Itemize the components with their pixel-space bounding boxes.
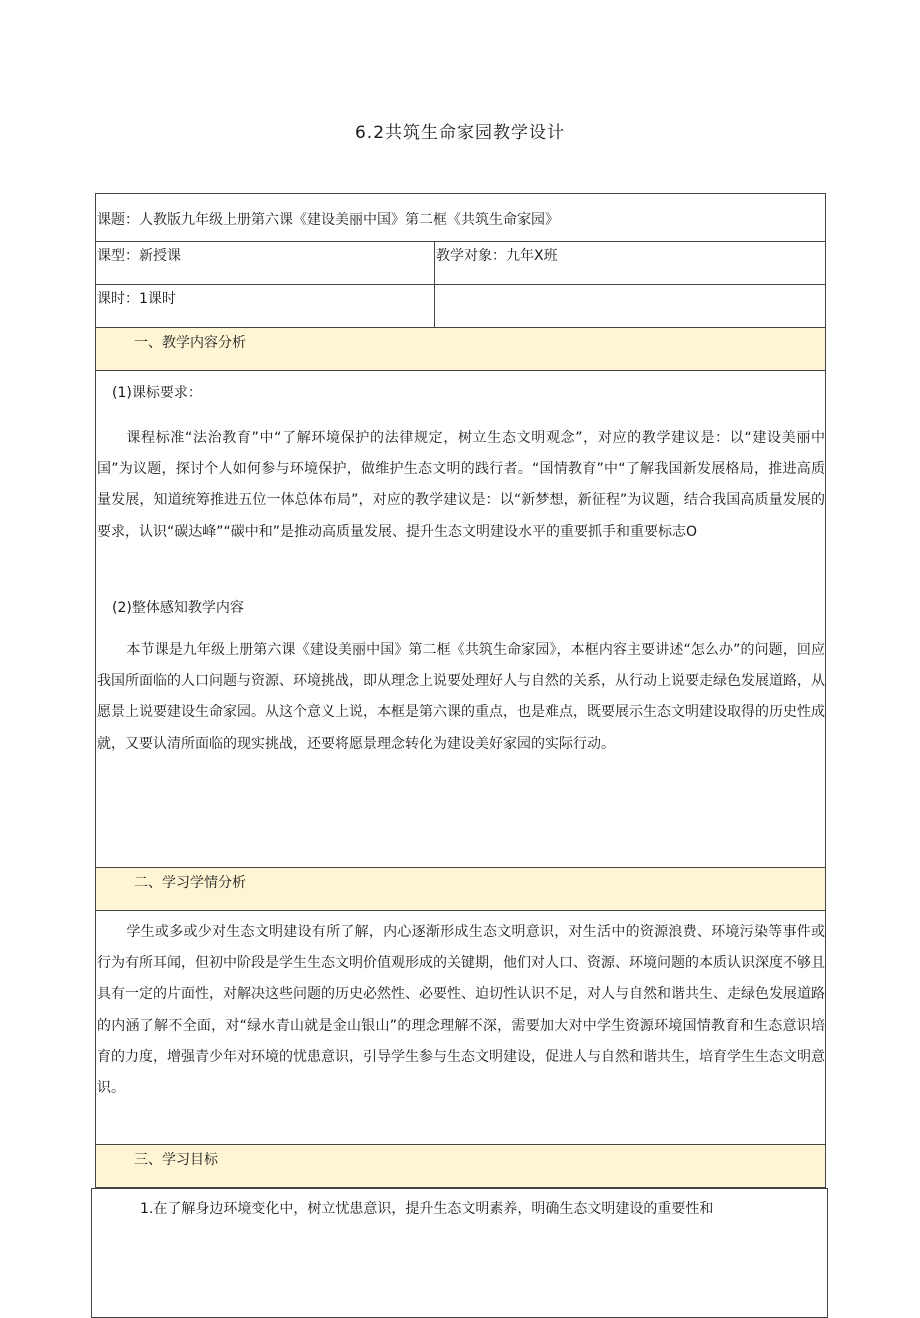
curriculum-requirements-text: 课程标准“法治教育”中“了解环境保护的法律规定，树立生态文明观念”，对应的教学建议是：以“建设美丽中国”为议题，探讨个人如何参与环境保护，做维护生态文明的践行者。“国情教育”中“了解我国新发展格局，推进高质量发展，知道统筹推进五位一体总体布局”，对应的教学建议是：以“新梦想，新征程”为议题，结合我国高质量发展的要求，认识“碳达峰”“碳中和”是推动高质量发展、提升生态文明建设水平的重要抓手和重要标志O: [97, 430, 825, 540]
audience-text: 教学对象：九年X班: [436, 248, 558, 264]
learner-analysis-text: 学生或多或少对生态文明建设有所了解，内心逐渐形成生态文明意识，对生活中的资源浪费、环境污染等事件或行为有所耳闻，但初中阶段是学生生态文明价值观形成的关键期，他们对人口、资源、环境问题的本质认识深度不够且具有一定的片面性，对解决这些问题的历史必然性、必要性、迫切性认识不足，对人与自然和谐共生、走绿色发展道路的内涵了解不全面，对“绿水青山就是金山银山”的理念理解不深，需要加大对中学生资源环境国情教育和生态意识培育的力度，增强青少年对环境的忧患意识，引导学生参与生态文明建设，促进人与自然和谐共生，培育学生生态文明意识。: [97, 924, 825, 1097]
section-heading-text: 二、学习学情分析: [134, 875, 246, 891]
section-heading-learner-analysis: [95, 867, 826, 911]
section-heading-text: 一、教学内容分析: [134, 335, 246, 351]
content-overview-label: (2)整体感知教学内容: [112, 600, 244, 616]
empty-cell: [434, 284, 826, 328]
duration-cell: [95, 284, 435, 328]
course-type-text: 课型：新授课: [97, 248, 181, 264]
section-heading-learning-goals: [95, 1144, 826, 1188]
audience-cell: [434, 241, 826, 285]
learning-goals-body: [91, 1188, 828, 1318]
curriculum-requirements-label: (1)课标要求：: [112, 385, 202, 401]
document-title: 6.2共筑生命家园教学设计: [354, 123, 566, 143]
learning-goal-1: 1.在了解身边环境变化中，树立忧患意识，提升生态文明素养，明确生态文明建设的重要性和: [140, 1201, 714, 1217]
duration-text: 课时：1课时: [97, 291, 176, 307]
section-heading-text: 三、学习目标: [134, 1152, 218, 1168]
content-overview-text: 本节课是九年级上册第六课《建设美丽中国》第二框《共筑生命家园》，本框内容主要讲述“怎么办”的问题，回应我国所面临的人口问题与资源、环境挑战，即从理念上说要处理好人与自然的关系，从行动上说要走绿色发展道路，从愿景上说要建设生命家园。从这个意义上说，本框是第六课的重点，也是难点，既要展示生态文明建设取得的历史性成就，又要认清所面临的现实挑战，还要将愿景理念转化为建设美好家园的实际行动。: [97, 642, 825, 752]
topic-text: 课题：人教版九年级上册第六课《建设美丽中国》第二框《共筑生命家园》: [97, 212, 559, 228]
section-heading-content-analysis: [95, 327, 826, 371]
topic-cell: [95, 193, 826, 242]
course-type-cell: [95, 241, 435, 285]
learner-analysis-body: [95, 910, 826, 1145]
content-analysis-body: [95, 370, 826, 868]
